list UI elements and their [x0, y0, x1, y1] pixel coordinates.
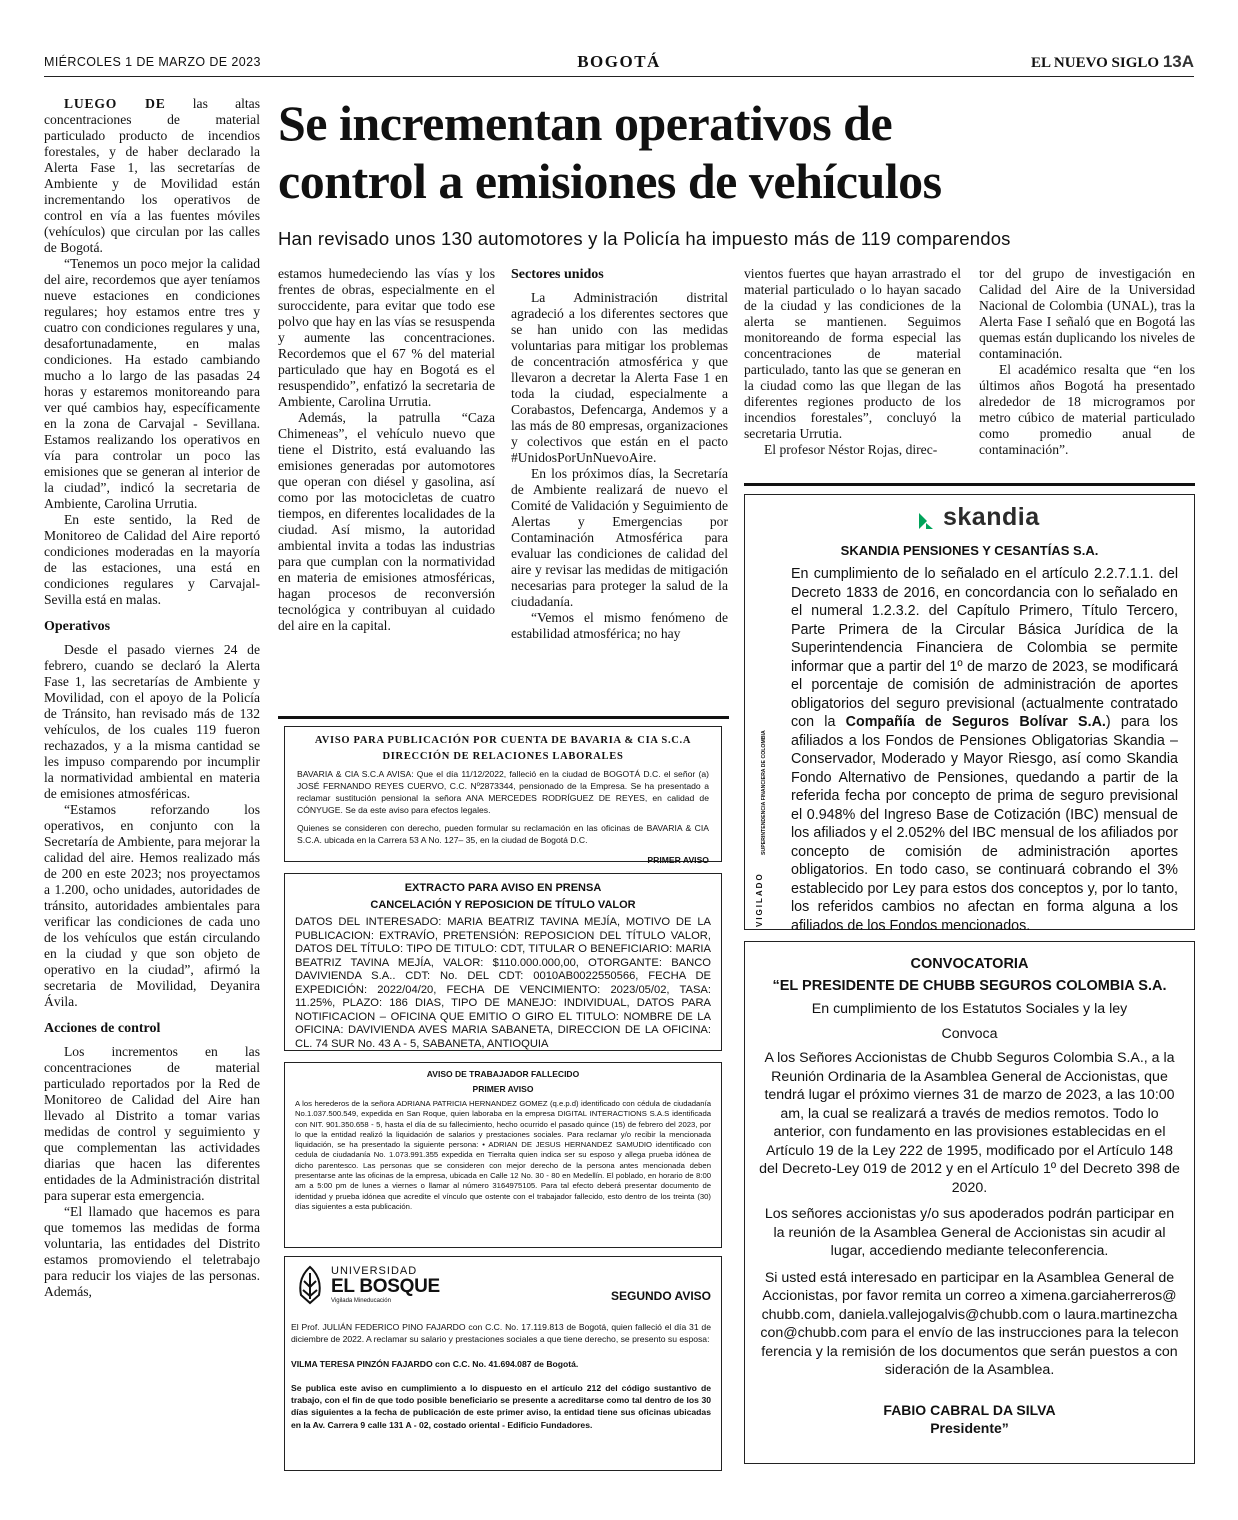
- notice-title: AVISO PARA PUBLICACIÓN POR CUENTA DE BAVARIA & CIA S.C.A: [314, 735, 692, 746]
- notice-subtitle: PRIMER AVISO: [472, 1084, 534, 1094]
- notice-body: En cumplimiento de lo señalado en el artículo 2.2.7.1.1. del Decreto 1833 de 2016, en concordancia con lo señalado en el numeral 1.2.3.2. del Capítulo Primero, Título Tercero, Parte Primera de la Circular Básica Jurídica de la Superintendencia Financiera de Colombia se permite informar que a partir del 1º de marzo de 2023, se modificará el porcentaje de comisión de administración de aportes obligatorios del seguro previsional (actualmente contratado con la Compañía de Seguros Bolívar S.A.) para los afiliados a los Fondos de Pensiones Obligatorias Skandia –Conservador, Moderado y Mayor Riesgo, así como Skandia Fondo Alternativo de Pensiones, quedando a partir de la referida fecha por concepto de prima de seguro previsional el 0.948% del Ingreso Base de Cotización (IBC) mensual de los afiliados y el 2.052% del IBC mensual de los afiliados por concepto de comisión de administración aportes obligatorios. En todo caso, se continuará cobrando el 3% establecido por Ley para estos dos conceptos y, por lo tanto, los referidos cambios no afectan en forma alguna a los afiliados de los Fondos mencionados.: [791, 566, 1178, 934]
- paragraph: Si usted está interesado en participar en la Asamblea General de Accionistas, por favor remita un correo a ximena.garciaherreros@chubb.com, daniela.vallejogalvis@chubb.com o laura.martinezchacon@chubb.com para el envío de las instrucciones para la teleconferencia y la remisión de los documentos que serán puestos a consideración de la Asamblea.: [760, 1269, 1179, 1378]
- paper-name: EL NUEVO SIGLO: [1030, 55, 1160, 71]
- header-rule: [44, 76, 1194, 77]
- paragraph: La Administración distrital agradeció a los diferentes sectores que se han unido con las medidas voluntarias para mitigar los problemas de concentración atmosférica y que llevaron a decretar la Alerta Fase 1 en toda la ciudad, especialmente a Corabastos, Defencarga, Andemos y a las más de 80 empresas, organizaciones y colectivos que están en el pacto #UnidosPorUnNuevoAire.: [511, 290, 728, 465]
- notice-title: CONVOCATORIA: [910, 956, 1029, 972]
- skandia-mark-icon: [917, 511, 935, 531]
- bosque-logo: [295, 1263, 455, 1307]
- masthead: [1031, 52, 1194, 72]
- notice-body: [291, 1321, 711, 1431]
- subheading: Operativos: [44, 619, 111, 634]
- paragraph: El profesor Néstor Rojas, direc-: [764, 442, 938, 457]
- lead-in: LUEGO DE: [64, 96, 166, 111]
- convocatoria-line: Convoca: [941, 1025, 998, 1042]
- article-column-5: [979, 266, 1195, 458]
- logo-top: UNIVERSIDAD: [331, 1265, 418, 1277]
- paragraph: “El llamado que hacemos es para que tomemos las medidas de forma voluntaria, las entidades del Distrito estamos promoviendo el teletrabajo para reducir los viajes de las personas. Además,: [44, 1204, 260, 1299]
- notice-subtitle: CANCELACIÓN Y REPOSICION DE TÍTULO VALOR: [370, 899, 636, 911]
- section-title: BOGOTÁ: [577, 52, 661, 71]
- paragraph: En los próximos días, la Secretaría de Ambiente realizará de nuevo el Comité de Validación y Seguimiento de Alertas y Emergencias por Contaminación Atmosférica para evaluar las condiciones de calidad del aire y revisar las medidas de mitigación necesarias para proteger la salud de la ciudadanía.: [511, 466, 728, 609]
- subheading: Acciones de control: [44, 1021, 161, 1036]
- page-header: [44, 52, 1194, 74]
- ad-separator: [744, 483, 1195, 486]
- ad-separator: [278, 716, 729, 719]
- signer-name: FABIO CABRAL DA SILVA: [883, 1401, 1056, 1418]
- paragraph: vientos fuertes que hayan arrastrado el material particulado o lo hayan sacado de la ciudad y las condiciones de la alerta se mantienen. Seguimos monitoreando de forma especial las concentraciones de material particulado, tanto las que se generan en la ciudad como las que llegan de las diferentes regiones producto de los incendios forestales”, concluyó la secretaria Urrutia.: [744, 266, 961, 441]
- notice-footer: PRIMER AVISO: [647, 855, 709, 865]
- subheading: Sectores unidos: [511, 267, 604, 282]
- paragraph: tor del grupo de investigación en Calidad del Aire de la Universidad Nacional de Colombia (UNAL), tras la Alerta Fase I señaló que en Bogotá las quemas están duplicando los niveles de contaminación.: [979, 266, 1195, 361]
- page-number: 13A: [1162, 52, 1194, 71]
- header-date: MIÉRCOLES 1 DE MARZO DE 2023: [44, 55, 261, 69]
- paragraph: estamos humedeciendo las vías y los frentes de obras, especialmente en el suroccidente, para evitar que todo ese polvo que hay en las vías se resuspenda y aumente las concentraciones. Recordemos que el 67 % del material particulado que hay en Bogotá es el resuspendido”, enfatizó la secretaria de Ambiente, Carolina Urrutia.: [278, 266, 495, 409]
- notice-subtitle: DIRECCIÓN DE RELACIONES LABORALES: [382, 751, 624, 762]
- paragraph: “Vemos el mismo fenómeno de estabilidad atmosférica; no hay: [511, 610, 728, 641]
- paragraph: En este sentido, la Red de Monitoreo de Calidad del Aire reportó condiciones moderadas en la mayoría de las estaciones, una está en condiciones regulares y Carvajal-Sevilla está en malas.: [44, 512, 260, 607]
- paragraph: Además, la patrulla “Caza Chimeneas”, el vehículo nuevo que tiene el Distrito, está evaluando las emisiones generadas por automotores que operan con diésel y gasolina, así como por las motocicletas de cuatro tiempos, en diferentes localidades de la ciudad. Así mismo, la autoridad ambiental invita a todas las industrias para que cumplan con la normatividad en materia de emisiones atmosféricas, hagan procesos de reconversión tecnológica y contribuyan al cuidado del aire en la capital.: [278, 410, 495, 633]
- insurer-name: Compañía de Seguros Bolívar S.A.: [845, 714, 1106, 730]
- notice-title: SKANDIA PENSIONES Y CESANTÍAS S.A.: [840, 543, 1099, 558]
- paragraph: Los señores accionistas y/o sus apoderados podrán participar en la reunión de la Asamblea General de Accionistas sin acudir al lugar, accediendo mediante teleconferencia.: [764, 1206, 1175, 1259]
- paragraph: Desde el pasado viernes 24 de febrero, cuando se declaró la Alerta Fase 1, las secretarías de Ambiente y Movilidad, con el apoyo de la Policía de Tránsito, han revisado más de 132 vehículos, de los cuales 119 fueron rechazados, y a la misma cantidad se les impuso comparendo por incumplir la normatividad ambiental en materia de emisiones atmosféricas.: [44, 642, 260, 801]
- notice-title: EXTRACTO PARA AVISO EN PRENSA: [404, 882, 602, 894]
- notice-title: AVISO DE TRABAJADOR FALLECIDO: [426, 1069, 580, 1079]
- paragraph: las altas concentraciones de material particulado producto de incendios forestales, y de haber declarado la Alerta Fase 1, las secretarías de Ambiente y de Movilidad están incrementando los operativos de control en vía a las fuentes móviles (vehículos) que circulan por las calles de Bogotá.: [44, 96, 260, 255]
- notice-body: A los herederos de la señora ADRIANA PATRICIA HERNANDEZ GOMEZ (q.e.p.d) identificado con cédula de ciudadanía No.1.037.500.549, expedida en San Roque, quien laboraba en la empresa DIGITAL INTERACTIONS S.A.S identificada con NIT. 901.350.658 - 5, hasta el día de su fallecimiento, hecho ocurrido el pasado quince (15) de febrero del 2023, por lo que la entidad realizó la liquidación de salarios y prestaciones sociales. Para reclamar y/o recibir la mencionada liquidación, se ha presentado la siguiente persona: • ADRIAN DE JESUS HERNANDEZ SAMUDIO identificado con cedula de ciudadanía No. 1.073.991.355 expedida en Tierralta quien indica ser su esposo y allega prueba idónea de dicho parentesco. Las personas que se consideren con mejor derecho de la persona antes mencionada deben presentarse ante las oficinas de la empresa, ubicada en Calle 12 No. 30 - 80 en Medellín. El poblado, en horario de 8:00 am a 5:00 pm de lunes a viernes o llamar al número 3164975105. Para tal efecto deberá presentar documento de identidad y prueba idónea que acredite el vínculo que ostente con el trabajador fallecido, esto dentro de los treinta (30) días siguientes a esta publicación.: [295, 1099, 711, 1211]
- bavaria-notice: [284, 726, 722, 865]
- trabajador-notice: [284, 1062, 722, 1248]
- article-column-1: [44, 96, 260, 1300]
- convocatoria-line: En cumplimiento de los Estatutos Sociales y la ley: [811, 1001, 1128, 1017]
- skandia-wordmark: skandia: [943, 503, 1040, 531]
- convocatoria-notice: [744, 941, 1195, 1464]
- logo-tag: Vigilada Mineducación: [331, 1298, 391, 1304]
- paragraph: Se publica este aviso en cumplimiento a lo dispuesto en el artículo 212 del código sustantivo de trabajo, con el fin de que todo posible beneficiario se presente a acreditarse como tal dentro de los 30 días siguientes a la fecha de publicación de este primer aviso, la entidad tiene sus oficinas ubicadas en la Av. Carrera 9 calle 131 A - 02, costado oriental - Edificio Fundadores.: [291, 1382, 711, 1430]
- skandia-notice: [744, 494, 1195, 934]
- notice-body: DATOS DEL INTERESADO: MARIA BEATRIZ TAVINA MEJÍA, MOTIVO DE LA PUBLICACION: EXTRAVÍO, PRETENSIÓN: REPOSICION DEL TÍTULO VALOR, DATOS DEL TÍTULO: TIPO DE TITULO: CDT, TITULAR O BENEFICIARIO: MARIA BEATRIZ TAVINA MEJÍA, VALOR: $110.000.000,00, OTORGANTE: BANCO DAVIVIENDA S.A.. CDT: No. DEL CDT: 0010AB0022550566, FECHA DE EXPEDICIÓN: 2022/04/20, FECHA DE VENCIMIENTO: 2023/05/02, TASA: 11.25%, PLAZO: 186 DIAS, TIPO DE MANEJO: INDIVIDUAL, DATOS PARA NOTIFICACION – OFICINA QUE EMITIO O GIRO EL TITULO: NOMBRE DE LA OFICINA: DAVIVIENDA AVES MARIA SABANETA, DIRECCION DE LA OFICINA: CL. 74 SUR No. 43 A - 5, SABANETA, ANTIOQUIA: [295, 916, 711, 1050]
- vigilado-stamp: [748, 872, 780, 927]
- signer-role: Presidente”: [930, 1419, 1009, 1436]
- extracto-notice: [284, 873, 722, 1051]
- superintendencia-label: SUPERINTENDENCIA FINANCIERA DE COLOMBIA: [761, 730, 767, 855]
- paragraph: VILMA TERESA PINZÓN FAJARDO con C.C. No. 41.694.087 de Bogotá.: [291, 1358, 579, 1369]
- paragraph: “Tenemos un poco mejor la calidad del aire, recordemos que ayer teníamos nueve estaciones en condiciones regulares; hoy estamos entre tres y cuatro con condiciones regulares y una, desafortunadamente, en malas condiciones. Ha estado cambiando mucho a lo largo de las pasadas 24 horas y estaremos monitoreando para ver qué cambios hay, específicamente en la zona de Carvajal - Sevillana. Estamos realizando los operativos en vía para controlar un poco las emisiones que se generan al interior de la ciudad”, indicó la secretaria de Ambiente, Carolina Urrutia.: [44, 256, 260, 511]
- logo-name: EL BOSQUE: [331, 1276, 440, 1297]
- paragraph: El Prof. JULIÁN FEDERICO PINO FAJARDO con C.C. No. 17.119.813 de Bogotá, quien falleció el día 31 de diciembre de 2022. A reclamar su salario y prestaciones sociales a que tiene derecho, se presento su esposa:: [291, 1322, 711, 1345]
- notice-body: BAVARIA & CIA S.C.A AVISA: Que el día 11/12/2022, falleció en la ciudad de BOGOTÁ D.C. el señor (a) JOSÉ FERNANDO REYES CUERVO, C.C. Nº2873344, pensionado de la Empresa. Se ha presentado a reclamar sustitución pensional la señora ANA MERCEDES RODRÍGUEZ DE REYES, en calidad de CÓNYUGE. Se da este aviso para efectos legales.: [297, 769, 709, 815]
- notice-label: SEGUNDO AVISO: [610, 1289, 711, 1303]
- bosque-emblem-icon: [295, 1265, 325, 1305]
- article-column-2: [278, 266, 495, 634]
- paragraph: A los Señores Accionistas de Chubb Seguros Colombia S.A., a la Reunión Ordinaria de la Asamblea General de Accionistas, que tendrá lugar el próximo viernes 31 de marzo de 2023, a las 10:00 am, la cual se realizará a través de medios remotos. Todo lo anterior, con fundamento en las provisiones establecidas en el Artículo 19 de la Ley 222 de 1995, modificado por el Artículo 148 del Decreto-Ley 019 de 2012 y en el Artículo 1º del Decreto 398 de 2020.: [759, 1050, 1180, 1196]
- vigilado-label: VIGILADO: [755, 872, 764, 927]
- article-column-3: [511, 266, 728, 642]
- subheadline: Han revisado unos 130 automotores y la Policía ha impuesto más de 119 comparendos: [278, 228, 1011, 249]
- headline: [278, 94, 1198, 210]
- paragraph: El académico resalta que “en los últimos años Bogotá ha presentado alrededor de 18 microgramos por metro cúbico de material particulado como promedio anual de contaminación”.: [979, 362, 1195, 457]
- paragraph: “Estamos reforzando los operativos, en conjunto con la Secretaría de Ambiente, para mejorar la calidad del aire. Hemos realizado más de 200 en este 2023; nos proyectamos a 1.200, ocho unidades, autoridades de tránsito, autoridades ambientales para verificar las condiciones de cada uno de los vehículos que están circulando en la ciudad y que son objeto de operativo en la ciudad”, afirmó la secretaria de Movilidad, Deyanira Ávila.: [44, 802, 260, 1009]
- bosque-notice: [284, 1256, 722, 1471]
- paragraph: Los incrementos en las concentraciones de material particulado reportados por la Red de Monitoreo de Calidad del Aire han llevado al Distrito a tomar varias medidas de control y seguimiento y que complementan las actividades diarias que hacen las diferentes entidades de la Administración distrital para superar esta emergencia.: [44, 1044, 260, 1203]
- notice-body: Quienes se consideren con derecho, pueden formular su reclamación en las oficinas de BAVARIA & CIA S.C.A. ubicada en la Carrera 53 A No. 127– 35, en la ciudad de Bogotá D.C.: [297, 823, 709, 845]
- headline-line: control a emisiones de vehículos: [278, 153, 942, 209]
- notice-subtitle: “EL PRESIDENTE DE CHUBB SEGUROS COLOMBIA S.A.: [772, 978, 1167, 994]
- article-column-4: [744, 266, 961, 458]
- headline-line: Se incrementan operativos de: [278, 95, 893, 151]
